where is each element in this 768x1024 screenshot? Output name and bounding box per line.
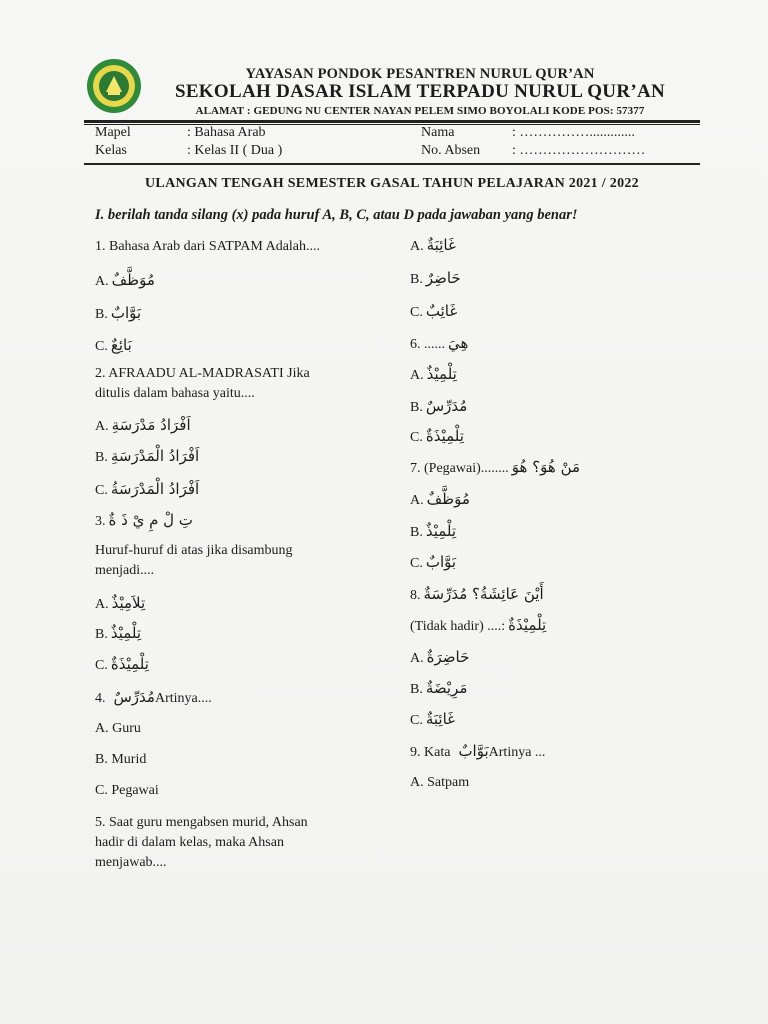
arabic-text: بَوَّابٌ [458, 742, 489, 760]
question-5-line2: hadir di dalam kelas, maka Ahsan [95, 835, 284, 850]
question-text: (Tidak hadir) ....: [410, 619, 506, 634]
q6-option-c[interactable] [410, 426, 464, 448]
question-6 [410, 333, 468, 355]
option-letter: C. [95, 339, 108, 354]
arabic-text: اَفْرَادُ الْمَدْرَسَةِ [110, 447, 200, 465]
q7-option-c[interactable] [410, 552, 456, 574]
arabic-text: تِلْمِيْذَةٌ [508, 616, 547, 634]
mapel-value: : Bahasa Arab [187, 125, 266, 140]
kelas-label: Kelas [95, 143, 127, 158]
q1-option-a[interactable] [95, 270, 155, 292]
q8-option-a[interactable] [410, 647, 469, 669]
question-suffix: Artinya.... [154, 691, 212, 706]
question-8 [410, 584, 544, 606]
option-letter: C. [95, 483, 108, 498]
arabic-text: غَائِبَةٌ [426, 236, 456, 254]
q3-option-b[interactable] [95, 623, 141, 645]
arabic-text: مَرِيْضَةٌ [425, 679, 468, 697]
question-2-line2: ditulis dalam bahasa yaitu.... [95, 386, 255, 401]
question-7 [410, 457, 580, 479]
absen-label: No. Absen [421, 143, 481, 158]
arabic-text: بَوَّابٌ [110, 304, 142, 322]
arabic-text: غَائِبَةٌ [425, 710, 456, 728]
question-3-line2: menjadi.... [95, 563, 155, 578]
school-logo [84, 58, 144, 114]
q8-option-b[interactable] [410, 678, 467, 700]
option-letter: A. [410, 493, 424, 508]
q5-option-b[interactable] [410, 268, 461, 290]
option-letter: B. [95, 450, 108, 465]
question-number: 3. [95, 514, 106, 529]
arabic-text: تِلْمِيْذَةٌ [110, 655, 149, 673]
arabic-text: تِ لْ مِ يْ ذَ ةٌ [108, 511, 193, 529]
option-letter: B. [95, 307, 108, 322]
option-letter: A. [410, 368, 424, 383]
option-letter: A. [95, 597, 109, 612]
question-suffix: Artinya ... [488, 745, 546, 760]
q8-option-c[interactable] [410, 709, 455, 731]
arabic-text: تِلْمِيْذٌ [426, 365, 457, 383]
nama-field[interactable]: : ……………............. [512, 125, 635, 140]
arabic-text: تِلْمِيْذٌ [110, 624, 142, 642]
q7-option-b[interactable] [410, 521, 456, 543]
q6-option-b[interactable] [410, 396, 467, 418]
question-number: 6. ...... [410, 337, 445, 352]
option-letter: C. [410, 430, 423, 445]
option-letter: A. [95, 419, 109, 434]
option-letter: C. [410, 713, 423, 728]
question-2-line1: 2. AFRAADU AL-MADRASATI Jika [95, 366, 310, 381]
question-number: 8. [410, 588, 421, 603]
kelas-value: : Kelas II ( Dua ) [187, 143, 283, 158]
q2-option-c[interactable] [95, 479, 199, 501]
option-letter: B. [410, 400, 423, 415]
arabic-text: مُوَظَّفٌ [426, 490, 470, 508]
option-letter: C. [410, 556, 423, 571]
q3-option-c[interactable] [95, 654, 149, 676]
q5-option-a[interactable] [410, 235, 456, 257]
q1-option-b[interactable] [95, 303, 141, 325]
question-8-sub [410, 615, 546, 637]
q4-option-a[interactable]: A. Guru [95, 721, 141, 736]
foundation-name: YAYASAN PONDOK PESANTREN NURUL QUR’AN [245, 66, 595, 82]
absen-field[interactable]: : ……………………… [512, 143, 646, 158]
question-3 [95, 510, 193, 532]
q7-option-a[interactable] [410, 489, 470, 511]
nama-label: Nama [421, 125, 455, 140]
q5-option-c[interactable] [410, 301, 457, 323]
option-letter: B. [410, 682, 423, 697]
header-divider [84, 120, 700, 123]
arabic-text: مُدَرِّسٌ [425, 397, 468, 415]
q9-option-a[interactable]: A. Satpam [410, 775, 470, 790]
mapel-label: Mapel [95, 125, 131, 140]
instruction-text: I. berilah tanda silang (x) pada huruf A, B, C, atau D pada jawaban yang benar! [95, 207, 578, 223]
arabic-text: مَنْ هُوَ؟ هُوَ [511, 458, 581, 476]
q6-option-a[interactable] [410, 364, 457, 386]
question-number: 4. [95, 691, 106, 706]
question-3-line1: Huruf-huruf di atas jika disambung [95, 543, 293, 558]
arabic-text: بَائِعٌ [110, 336, 132, 354]
arabic-text: حَاضِرَةٌ [426, 648, 470, 666]
question-text: 7. (Pegawai)........ [410, 461, 509, 476]
option-letter: B. [95, 627, 108, 642]
q4-option-c[interactable]: C. Pegawai [95, 783, 159, 798]
question-4 [95, 687, 212, 709]
arabic-text: مُوَظَّفٌ [111, 271, 155, 289]
option-letter: C. [95, 658, 108, 673]
question-5-line1: 5. Saat guru mengabsen murid, Ahsan [95, 815, 308, 830]
option-letter: B. [410, 272, 423, 287]
option-letter: A. [410, 651, 424, 666]
arabic-text: تِلاَمِيْذٌ [111, 594, 146, 612]
arabic-text: أَيْنَ عَائِشَةُ؟ مُدَرِّسَةٌ [423, 585, 544, 603]
arabic-text: مُدَرِّسٌ [113, 688, 155, 706]
info-divider [84, 163, 700, 165]
question-1: 1. Bahasa Arab dari SATPAM Adalah.... [95, 239, 321, 254]
option-letter: A. [410, 239, 424, 254]
q2-option-a[interactable] [95, 415, 191, 437]
option-letter: A. [95, 274, 109, 289]
arabic-text: تِلْمِيْذٌ [425, 522, 457, 540]
arabic-text: غَائِبٌ [425, 302, 458, 320]
question-text: 9. Kata [410, 745, 451, 760]
exam-title: ULANGAN TENGAH SEMESTER GASAL TAHUN PELAJARAN 2021 / 2022 [145, 176, 639, 191]
option-letter: B. [410, 525, 423, 540]
q2-option-b[interactable] [95, 446, 199, 468]
option-letter: C. [410, 305, 423, 320]
arabic-text: اَفْرَادُ مَدْرَسَةِ [111, 416, 191, 434]
q3-option-a[interactable] [95, 593, 145, 615]
question-9 [410, 741, 545, 763]
arabic-text: هِيَ [448, 334, 469, 352]
arabic-text: تِلْمِيْذَةٌ [425, 427, 464, 445]
q4-option-b[interactable]: B. Murid [95, 752, 147, 767]
school-address: ALAMAT : GEDUNG NU CENTER NAYAN PELEM SIMO BOYOLALI KODE POS: 57377 [195, 105, 645, 117]
arabic-text: حَاضِرٌ [425, 269, 461, 287]
q1-option-c[interactable] [95, 335, 132, 357]
arabic-text: بَوَّابٌ [425, 553, 457, 571]
school-name: SEKOLAH DASAR ISLAM TERPADU NURUL QUR’AN [174, 81, 666, 102]
arabic-text: اَفْرَادُ الْمَدْرَسَةُ [110, 480, 200, 498]
question-5-line3: menjawab.... [95, 855, 167, 870]
